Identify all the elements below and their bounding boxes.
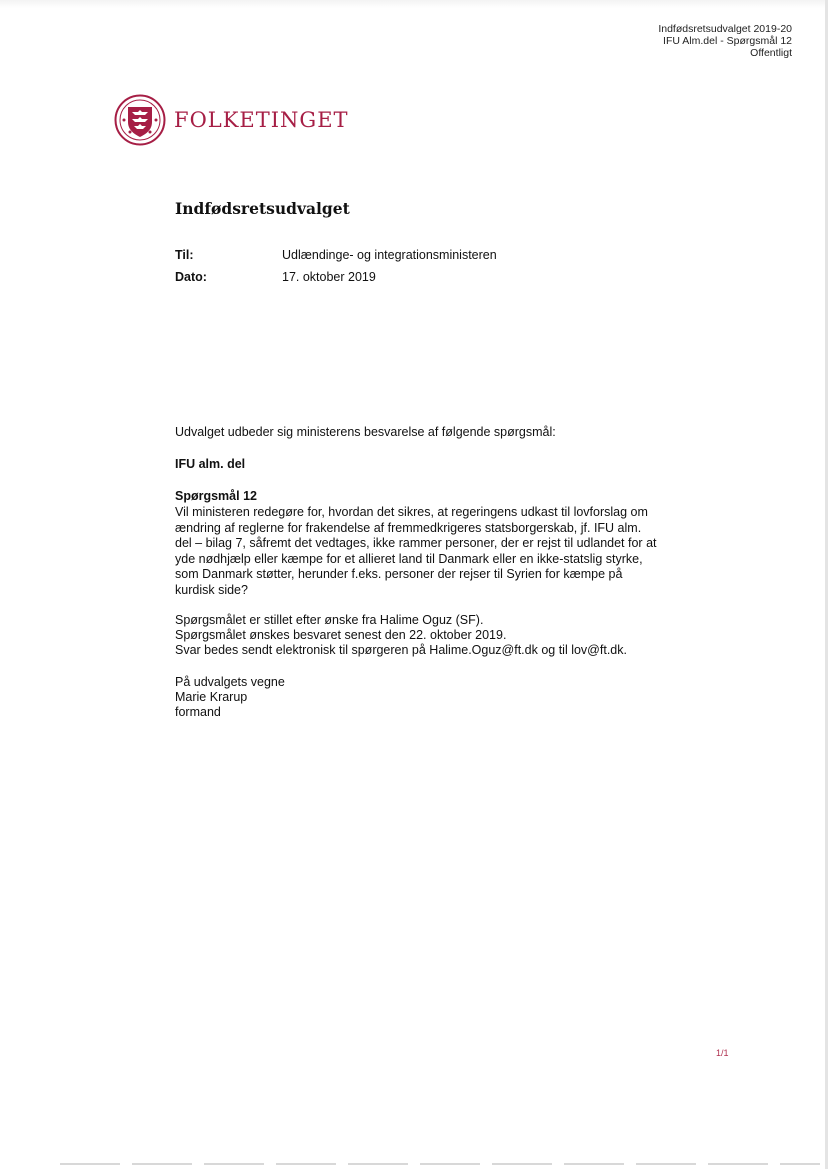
deadline-text: Spørgsmålet ønskes besvaret senest den 22. oktober 2019. xyxy=(175,628,507,642)
committee-heading: Indfødsretsudvalget xyxy=(175,199,350,218)
asked-by-text: Spørgsmålet er stillet efter ønske fra Halime Oguz (SF). xyxy=(175,613,484,627)
reference-line-question: IFU Alm.del - Spørgsmål 12 xyxy=(663,35,792,47)
reference-line-status: Offentligt xyxy=(750,47,792,59)
folketinget-logo xyxy=(114,94,349,146)
signature-title: formand xyxy=(175,705,221,719)
reference-line-session: Indfødsretsudvalget 2019-20 xyxy=(658,23,792,35)
date-label: Dato: xyxy=(175,270,207,284)
document-reference xyxy=(658,23,792,59)
case-reference: IFU alm. del xyxy=(175,457,246,471)
answer-instructions: Svar bedes sendt elektronisk til spørgeren på Halime.Oguz@ft.dk og til lov@ft.dk. xyxy=(175,643,627,657)
question-title: Spørgsmål 12 xyxy=(175,489,257,503)
recipient-label: Til: xyxy=(175,248,194,262)
scan-edge-top xyxy=(0,0,828,8)
scan-edge-bottom xyxy=(60,1163,820,1165)
signature-behalf: På udvalgets vegne xyxy=(175,675,285,689)
signature-name: Marie Krarup xyxy=(175,690,248,704)
date-value: 17. oktober 2019 xyxy=(282,270,376,284)
logo-wordmark: FOLKETINGET xyxy=(174,108,349,132)
coat-of-arms-seal-icon xyxy=(114,94,166,146)
page-number: 1/1 xyxy=(716,1048,729,1058)
question-text: Vil ministeren redegøre for, hvordan det sikres, at regeringens udkast til lovforslag om ændring af reglerne for frakendelse af fremmedkrigeres statsborgerskab, jf. IFU alm. del – bilag 7, såfremt det vedtages, ikke rammer personer, der er rejst til udlandet for at yde nødhjælp eller kæmpe for et allieret land til Danmark eller en ikke-statslig styrke, som Danmark støtter, herunder f.eks. personer der rejser til Syrien for kæmpe på kurdisk side? xyxy=(175,505,657,597)
date-row xyxy=(175,270,625,286)
intro-paragraph: Udvalget udbeder sig ministerens besvarelse af følgende spørgsmål: xyxy=(175,425,556,439)
recipient-row xyxy=(175,248,625,264)
recipient-value: Udlændinge- og integrationsministeren xyxy=(282,248,497,262)
